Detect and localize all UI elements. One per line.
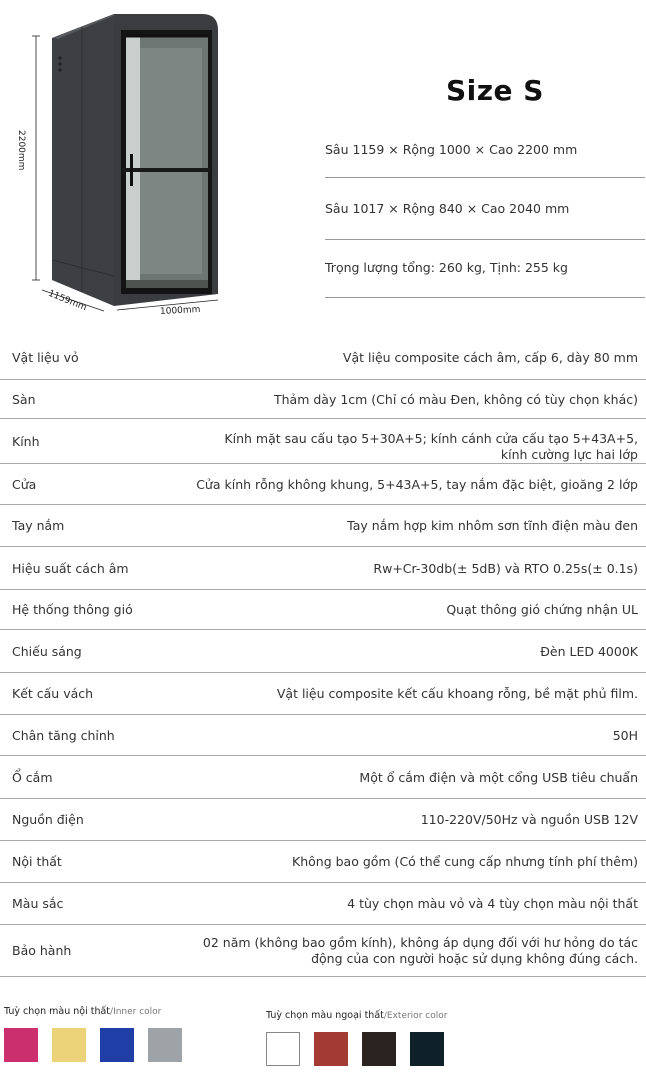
spec-label: Tay nắm: [12, 518, 65, 533]
spec-label: Nội thất: [12, 854, 62, 869]
spec-label: Ổ cắm: [12, 769, 53, 785]
spec-value: Thảm dày 1cm (Chỉ có màu Đen, không có tùy chọn khác): [274, 391, 638, 407]
spec-value: Tay nắm hợp kim nhôm sơn tĩnh điện màu đen: [347, 518, 638, 533]
spec-row: [0, 380, 646, 419]
spec-row: [0, 673, 646, 715]
inner-color-swatch[interactable]: [4, 1028, 38, 1062]
exterior-color-title: [266, 1010, 447, 1021]
product-section: [0, 0, 646, 330]
spec-label: Chân tăng chỉnh: [12, 727, 115, 743]
spec-value: Đèn LED 4000K: [540, 643, 638, 659]
spec-value: Vật liệu composite cách âm, cấp 6, dày 80 mm: [342, 350, 638, 365]
exterior-color-swatch[interactable]: [314, 1032, 348, 1066]
spec-value: Không bao gồm (Có thể cung cấp nhưng tính phí thêm): [292, 854, 638, 869]
spec-row: [0, 464, 646, 505]
spec-label: Hệ thống thông gió: [12, 602, 133, 617]
spec-row: [0, 799, 646, 841]
divider: [325, 239, 645, 240]
spec-label: Bảo hành: [12, 943, 72, 958]
spec-label: Cửa: [12, 476, 37, 492]
spec-label: Hiệu suất cách âm: [12, 560, 129, 576]
inner-color-title-vi: Tuỳ chọn màu nội thất: [4, 1006, 111, 1017]
spec-value: 110-220V/50Hz và nguồn USB 12V: [420, 812, 638, 827]
spec-value: Vật liệu composite kết cấu khoang rỗng, bề mặt phủ film.: [276, 686, 638, 701]
spec-row: [0, 505, 646, 547]
spec-value: Một ổ cắm điện và một cổng USB tiêu chuẩn: [359, 769, 638, 785]
exterior-color-swatch[interactable]: [266, 1032, 300, 1066]
specs-table: [0, 336, 646, 977]
spec-label: Chiếu sáng: [12, 643, 82, 659]
spec-value: Quạt thông gió chứng nhận UL: [446, 602, 638, 617]
spec-row: [0, 547, 646, 590]
weight-info: Trọng lượng tổng: 260 kg, Tịnh: 255 kg: [325, 260, 568, 275]
depth-dimension: 1159mm: [46, 288, 88, 314]
divider: [325, 297, 645, 298]
spec-row: [0, 590, 646, 630]
spec-row: [0, 756, 646, 799]
inner-color-swatch[interactable]: [148, 1028, 182, 1062]
size-title: Size S: [446, 74, 544, 107]
spec-row: [0, 883, 646, 925]
exterior-color-title-en: /Exterior color: [383, 1011, 448, 1021]
spec-value: 02 năm (không bao gồm kính), không áp dụng đối với hư hỏng do tác động của con người hoặc sử dụng không đúng cách.: [202, 935, 638, 966]
spec-value: Kính mặt sau cấu tạo 5+30A+5; kính cánh cửa cấu tạo 5+43A+5, kính cường lực hai lớp: [224, 431, 638, 462]
spec-value: 50H: [612, 727, 638, 743]
spec-row: [0, 336, 646, 380]
exterior-color-title-vi: Tuỳ chọn màu ngoại thất: [266, 1010, 384, 1021]
spec-label: Nguồn điện: [12, 812, 84, 827]
spec-label: Kết cấu vách: [12, 686, 94, 701]
color-options: [0, 1000, 646, 1072]
inner-color-swatch[interactable]: [100, 1028, 134, 1062]
exterior-color-swatch[interactable]: [362, 1032, 396, 1066]
spec-row: [0, 841, 646, 883]
phone-booth-image: [22, 8, 232, 308]
spec-value: Cửa kính rỗng không khung, 5+43A+5, tay nắm đặc biệt, gioăng 2 lớp: [196, 476, 638, 492]
spec-label: Sàn: [12, 391, 36, 407]
spec-value: Rw+Cr-30db(± 5dB) và RTO 0.25s(± 0.1s): [373, 560, 638, 576]
outer-dimensions: Sâu 1159 × Rộng 1000 × Cao 2200 mm: [325, 142, 578, 157]
exterior-color-swatch[interactable]: [410, 1032, 444, 1066]
spec-row: [0, 419, 646, 464]
spec-row: [0, 715, 646, 756]
spec-row: [0, 925, 646, 977]
inner-color-title: [4, 1006, 161, 1017]
spec-label: Vật liệu vỏ: [12, 350, 79, 365]
divider: [325, 177, 645, 178]
spec-label: Kính: [12, 433, 40, 449]
inner-color-title-en: /Inner color: [110, 1007, 162, 1017]
height-dimension: 2200mm: [16, 130, 26, 171]
width-dimension: 1000mm: [159, 304, 201, 318]
inner-dimensions: Sâu 1017 × Rộng 840 × Cao 2040 mm: [325, 201, 570, 216]
spec-label: Màu sắc: [12, 896, 64, 911]
spec-row: [0, 630, 646, 673]
inner-color-swatch[interactable]: [52, 1028, 86, 1062]
spec-value: 4 tùy chọn màu vỏ và 4 tùy chọn màu nội thất: [347, 896, 638, 911]
